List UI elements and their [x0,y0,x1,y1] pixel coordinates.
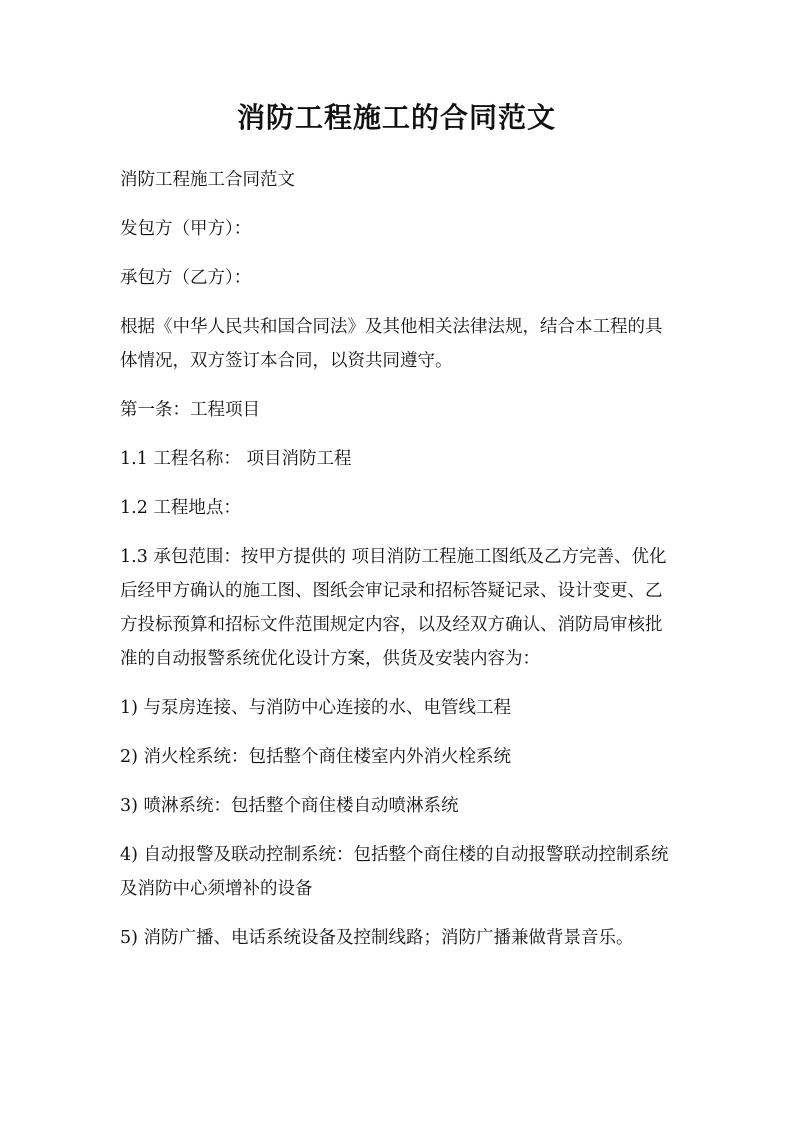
paragraph-1-2: 1.2 工程地点： [120,498,241,518]
paragraph-party-b: 承包方（乙方）： [120,268,252,288]
paragraph-preamble: 根据《中华人民共和国合同法》及其他相关法律法规，结合本工程的具体情况，双方签订本合同，以资共同遵守。 [120,317,663,371]
list-item-1: 1) 与泵房连接、与消防中心连接的水、电管线工程 [120,698,512,718]
list-item-5: 5) 消防广播、电话系统设备及控制线路；消防广播兼做背景音乐。 [120,928,634,948]
list-item-2: 2) 消火栓系统：包括整个商住楼室内外消火栓系统 [120,747,512,767]
list-item-4: 4) 自动报警及联动控制系统：包括整个商住楼的自动报警联动控制系统及消防中心须增补的设备 [120,845,669,899]
list-item-3: 3) 喷淋系统：包括整个商住楼自动喷淋系统 [120,796,459,816]
paragraph-party-a: 发包方（甲方）： [120,219,252,239]
paragraph-1-1: 1.1 工程名称： 项目消防工程 [120,449,352,469]
paragraph-1-3: 1.3 承包范围：按甲方提供的 项目消防工程施工图纸及乙方完善、优化后经甲方确认的施工图、图纸会审记录和招标答疑记录、设计变更、乙方投标预算和招标文件范围规定内容，以及经双方确认、消防局审核批准的自动报警系统优化设计方案，供货及安装内容为： [120,547,667,669]
document-title: 消防工程施工的合同范文 [236,101,556,134]
document-body [120,163,675,970]
paragraph-article-1: 第一条：工程项目 [120,400,260,420]
paragraph-subtitle: 消防工程施工合同范文 [120,170,295,190]
